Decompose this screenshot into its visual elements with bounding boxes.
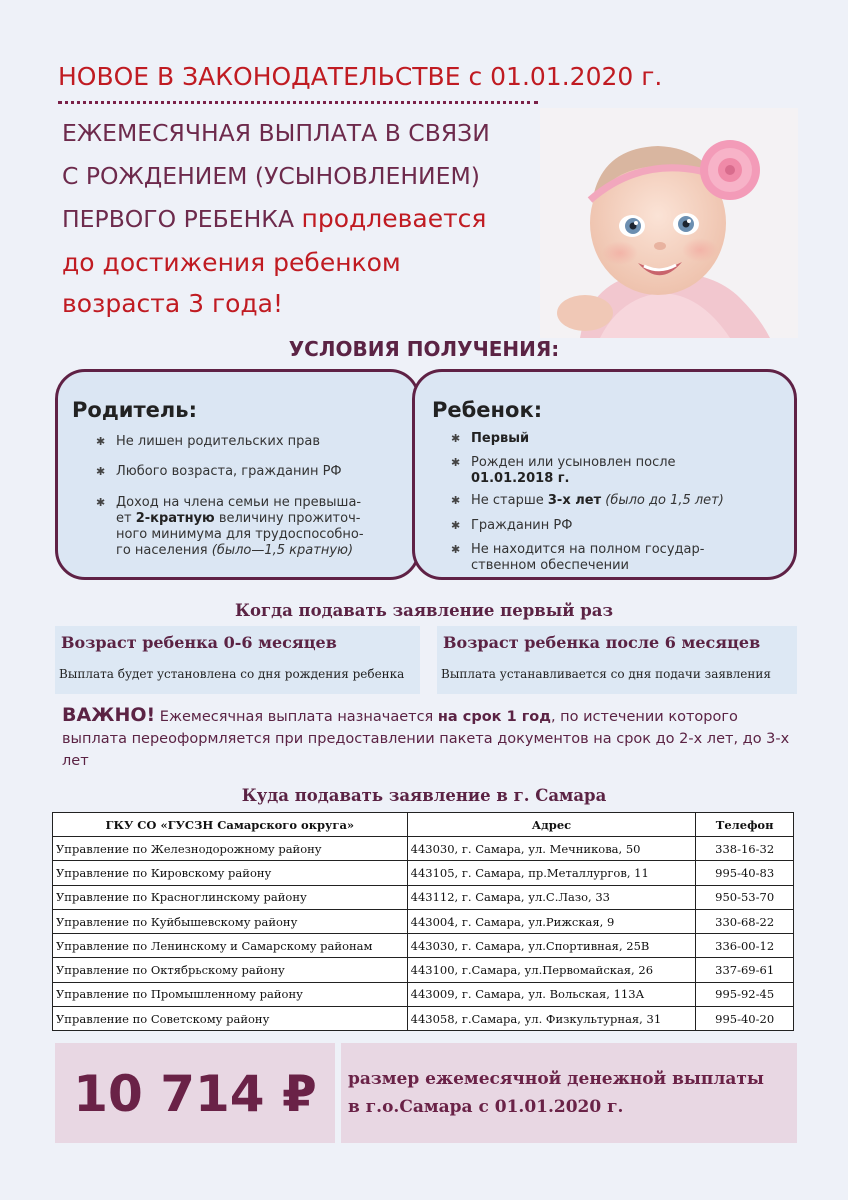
child-item-first: ✱ Первый [451, 431, 530, 446]
office-address: 443058, г.Самара, ул. Физкультурная, 31 [407, 1007, 696, 1031]
office-name: Управление по Октябрьскому району [53, 958, 408, 982]
office-name: Управление по Промышленному району [53, 982, 408, 1006]
offices-table [52, 812, 794, 1031]
office-name: Управление по Кировскому району [53, 861, 408, 885]
lead-line-3-emphasis: продлевается [301, 204, 487, 233]
parent-conditions-card [55, 369, 420, 580]
important-label: ВАЖНО! [62, 704, 156, 726]
asterisk-bullet-icon: ✱ [96, 496, 106, 509]
when-box-right-text: Выплата устанавливается со дня подачи заявления [441, 667, 771, 681]
office-phone: 995-92-45 [696, 982, 794, 1006]
office-phone: 950-53-70 [696, 885, 794, 909]
title-dotted-divider [58, 101, 538, 104]
table-row [53, 909, 794, 933]
office-name: Управление по Ленинскому и Самарскому районам [53, 934, 408, 958]
office-address: 443009, г. Самара, ул. Вольская, 113А [407, 982, 696, 1006]
office-address: 443030, г. Самара, ул.Спортивная, 25В [407, 934, 696, 958]
parent-item-age: ✱ Любого возраста, гражданин РФ [96, 464, 342, 479]
office-phone: 337-69-61 [696, 958, 794, 982]
office-name: Управление по Красноглинскому району [53, 885, 408, 909]
office-phone: 336-00-12 [696, 934, 794, 958]
asterisk-bullet-icon: ✱ [451, 519, 461, 532]
conditions-heading: УСЛОВИЯ ПОЛУЧЕНИЯ: [288, 337, 560, 361]
when-box-left-title: Возраст ребенка 0-6 месяцев [61, 633, 337, 652]
important-notice: ВАЖНО! Ежемесячная выплата назначается на срок 1 год, по истечении которого выплата переоформляется при предоставлении пакета документов на срок до 2-х лет, до 3-х лет [62, 704, 790, 769]
baby-photo [540, 108, 798, 338]
child-conditions-card [412, 369, 797, 580]
parent-item-income: ✱ Доход на члена семьи не превыша- ет 2-кратную величину прожиточ- ного минимума для трудоспособно- го населения (было—1,5 кратную) [96, 495, 364, 558]
office-phone: 995-40-20 [696, 1007, 794, 1031]
asterisk-bullet-icon: ✱ [451, 432, 461, 445]
when-box-right-title: Возраст ребенка после 6 месяцев [443, 633, 761, 652]
parent-card-title: Родитель: [72, 398, 197, 422]
table-header-row [53, 813, 794, 837]
child-card-title: Ребенок: [432, 398, 543, 422]
where-to-apply-heading: Куда подавать заявление в г. Самара [241, 786, 607, 805]
page-title: НОВОЕ В ЗАКОНОДАТЕЛЬСТВЕ с 01.01.2020 г. [58, 62, 663, 91]
amount-description-box [341, 1043, 797, 1143]
lead-line-4: до достижения ребенком [62, 248, 401, 277]
when-box-after-6-months [437, 626, 797, 694]
column-header-address: Адрес [407, 813, 696, 837]
asterisk-bullet-icon: ✱ [451, 543, 461, 556]
office-name: Управление по Железнодорожному району [53, 837, 408, 861]
office-name: Управление по Куйбышевскому району [53, 909, 408, 933]
lead-line-3-plain: ПЕРВОГО РЕБЕНКА [62, 205, 302, 233]
child-item-citizen: ✱ Гражданин РФ [451, 518, 573, 533]
amount-box [55, 1043, 335, 1143]
asterisk-bullet-icon: ✱ [96, 465, 106, 478]
lead-line-5: возраста 3 года! [62, 289, 283, 318]
office-phone: 995-40-83 [696, 861, 794, 885]
table-row [53, 837, 794, 861]
amount-description: размер ежемесячной денежной выплаты в г.о.Самара с 01.01.2020 г. [348, 1069, 764, 1117]
office-address: 443105, г. Самара, пр.Металлургов, 11 [407, 861, 696, 885]
when-to-apply-heading: Когда подавать заявление первый раз [234, 601, 614, 620]
office-address: 443004, г. Самара, ул.Рижская, 9 [407, 909, 696, 933]
parent-item-rights: ✱ Не лишен родительских прав [96, 434, 321, 449]
baby-illustration [540, 108, 798, 338]
office-address: 443112, г. Самара, ул.С.Лазо, 33 [407, 885, 696, 909]
lead-line-2: С РОЖДЕНИЕМ (УСЫНОВЛЕНИЕМ) [62, 162, 480, 190]
column-header-phone: Телефон [696, 813, 794, 837]
office-phone: 330-68-22 [696, 909, 794, 933]
office-address: 443100, г.Самара, ул.Первомайская, 26 [407, 958, 696, 982]
office-phone: 338-16-32 [696, 837, 794, 861]
payment-amount: 10 714 ₽ [73, 1065, 317, 1123]
asterisk-bullet-icon: ✱ [96, 435, 106, 448]
when-box-left-text: Выплата будет установлена со дня рождения ребенка [59, 667, 405, 681]
office-address: 443030, г. Самара, ул. Мечникова, 50 [407, 837, 696, 861]
table-row [53, 885, 794, 909]
lead-line-1: ЕЖЕМЕСЯЧНАЯ ВЫПЛАТА В СВЯЗИ [62, 119, 490, 147]
column-header-office: ГКУ СО «ГУСЗН Самарского округа» [53, 813, 408, 837]
when-box-0-6-months [55, 626, 420, 694]
asterisk-bullet-icon: ✱ [451, 456, 461, 469]
table-row [53, 861, 794, 885]
office-name: Управление по Советскому району [53, 1007, 408, 1031]
table-row [53, 982, 794, 1006]
table-row [53, 934, 794, 958]
child-item-age: ✱ Не старше 3-х лет (было до 1,5 лет) [451, 493, 724, 508]
asterisk-bullet-icon: ✱ [451, 494, 461, 507]
table-row [53, 1007, 794, 1031]
child-item-born: ✱ Рожден или усыновлен после 01.01.2018 г. [451, 455, 676, 486]
lead-line-3 [62, 204, 486, 233]
child-item-state-support: ✱ Не находится на полном государ- ственном обеспечении [451, 542, 705, 573]
table-row [53, 958, 794, 982]
